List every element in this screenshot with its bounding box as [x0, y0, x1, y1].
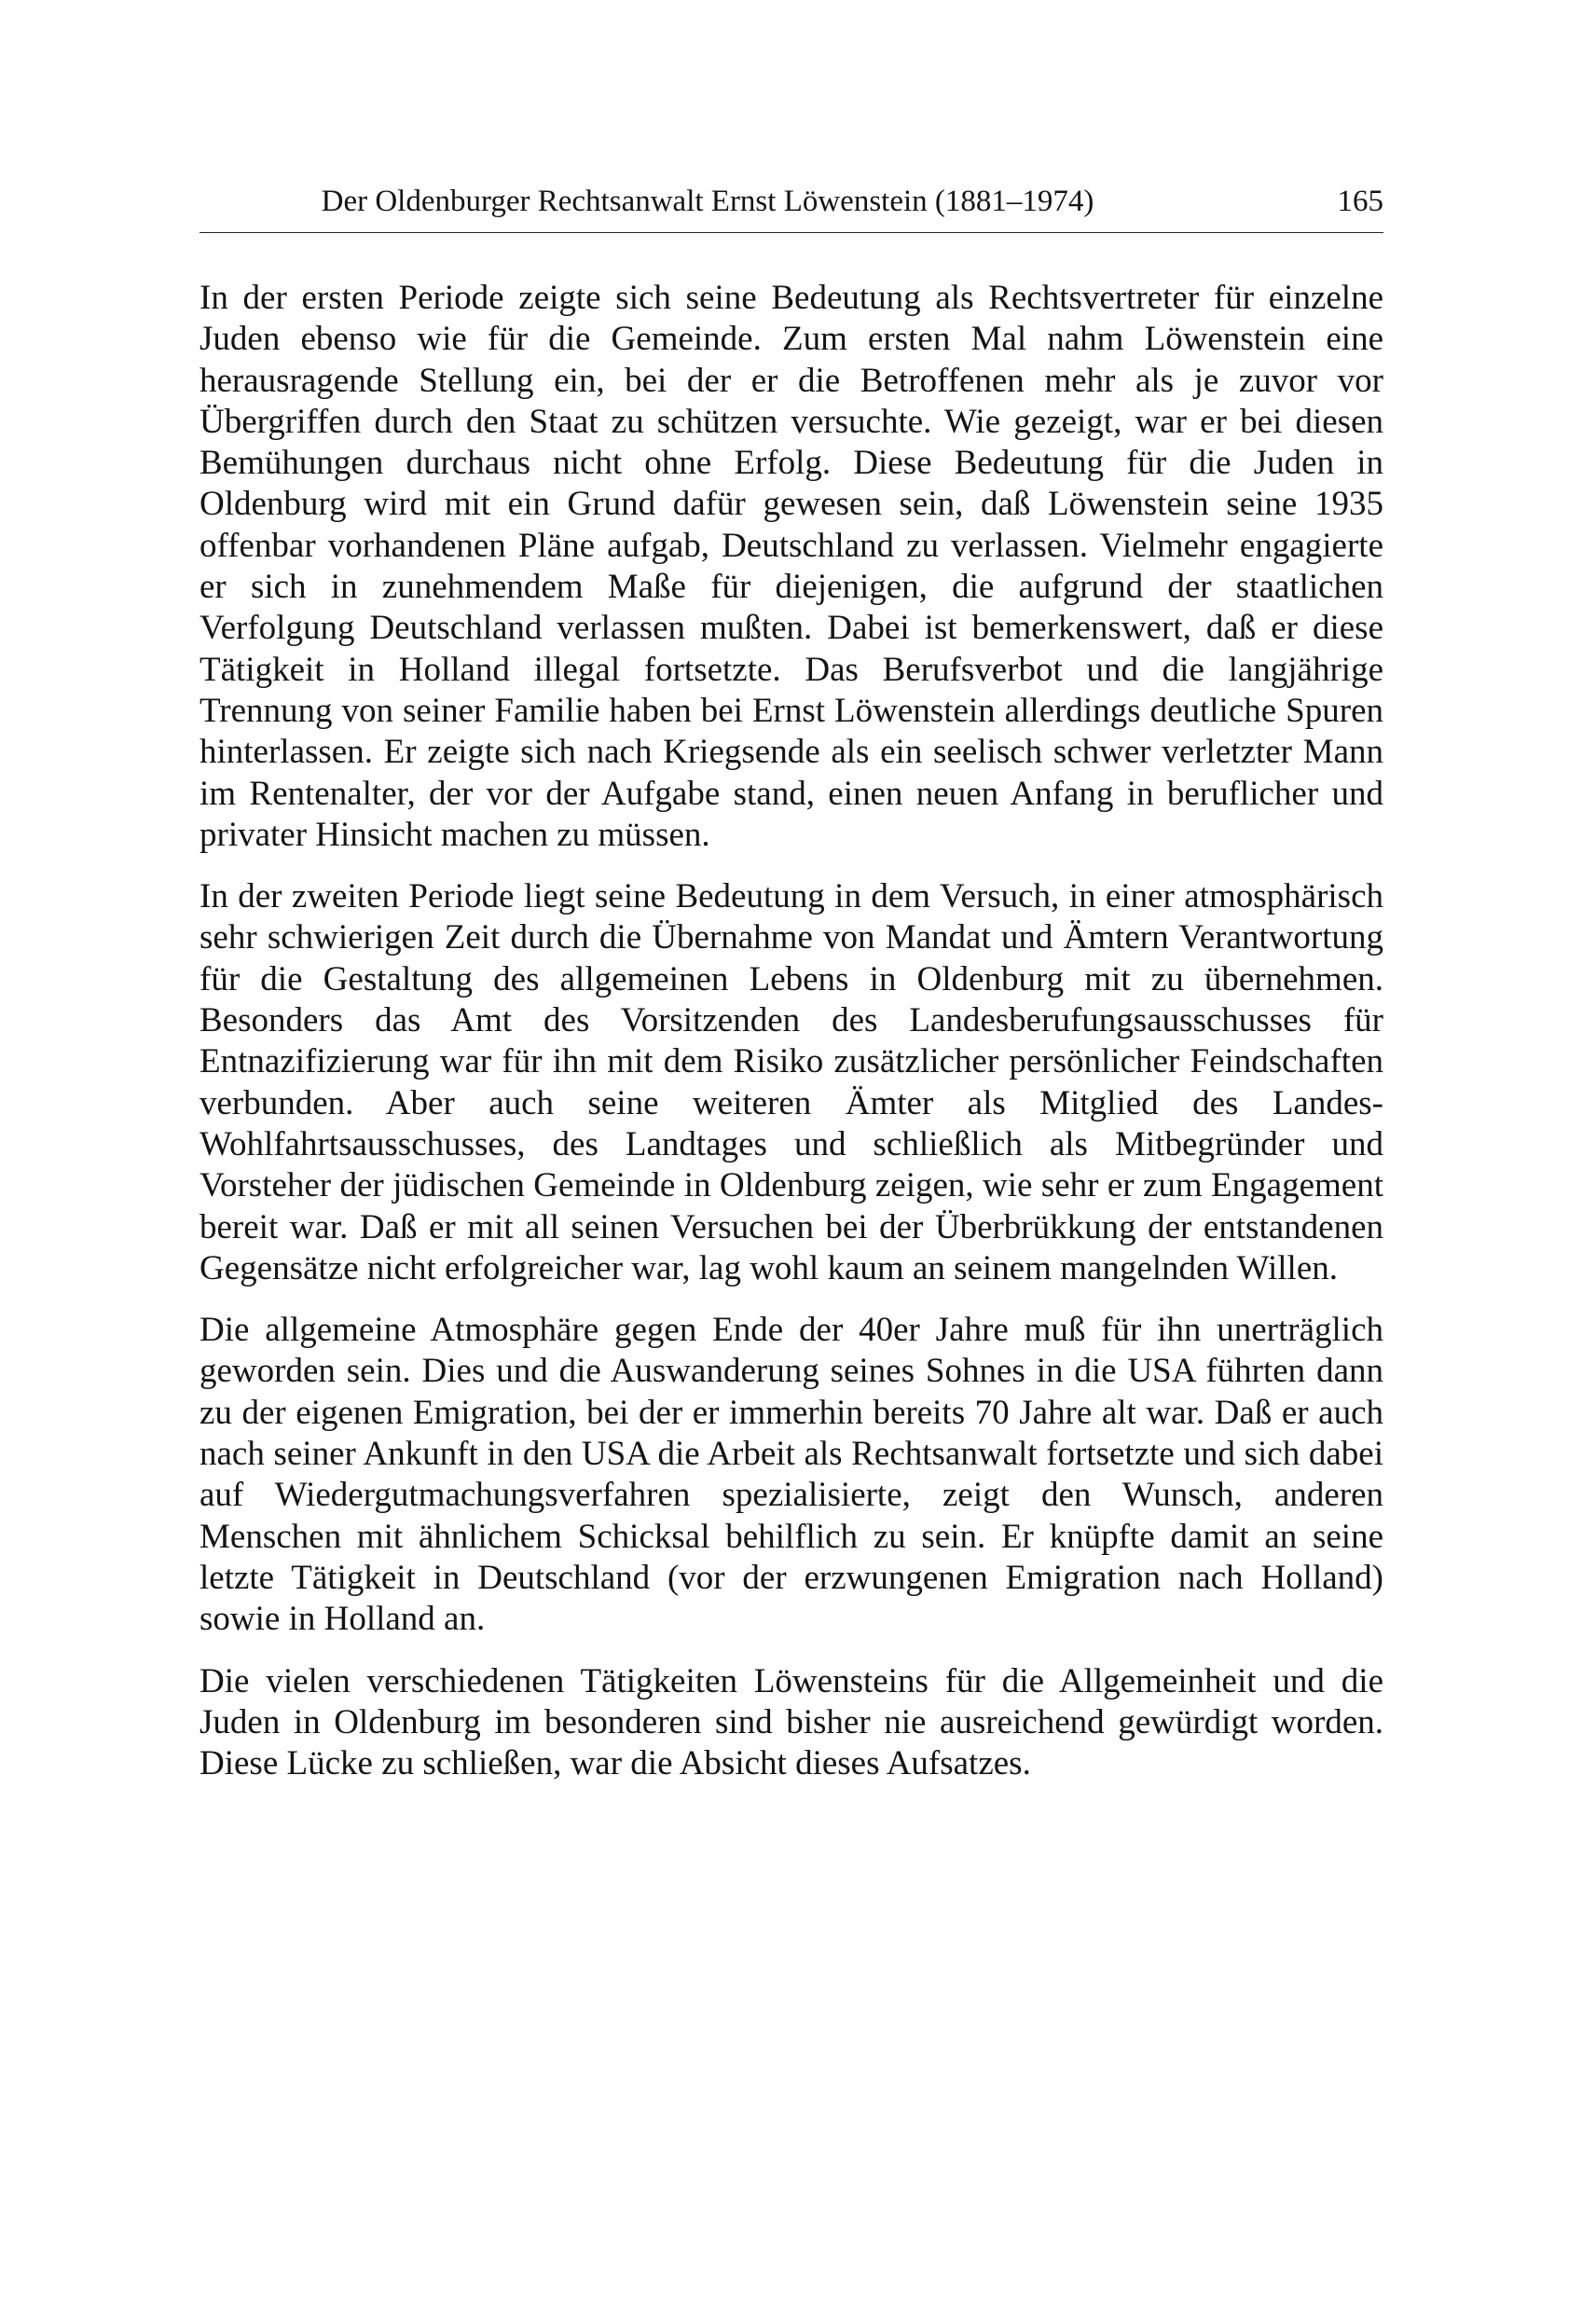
running-title: Der Oldenburger Rechtsanwalt Ernst Löwenstein (1881–1974) — [321, 185, 1094, 218]
running-head — [200, 177, 1383, 226]
paragraph-3: Die allgemeine Atmosphäre gegen Ende der 40er Jahre muß für ihn unerträglich geworden sein. Dies und die Auswanderung seines Sohnes in die USA führten dann zu der eigenen Emigration, bei der er immerhin bereits 70 Jahre alt war. Daß er auch nach seiner Ankunft in den USA die Arbeit als Rechtsanwalt fortsetzte und sich dabei auf Wiedergutmachungsverfahren spezialisierte, zeigt den Wunsch, anderen Menschen mit ähnlichem Schicksal behilflich zu sein. Er knüpfte damit an seine letzte Tätigkeit in Deutschland (vor der erzwungenen Emigration nach Holland) sowie in Holland an. — [200, 1311, 1383, 1639]
page-number: 165 — [1337, 185, 1383, 218]
paragraph-2: In der zweiten Periode liegt seine Bedeutung in dem Versuch, in einer atmosphärisch sehr schwierigen Zeit durch die Übernahme von Mandat und Ämtern Verantwortung für die Gestaltung des allgemeinen Lebens in Oldenburg mit zu übernehmen. Besonders das Amt des Vorsitzenden des Landesberufungsausschusses für Entnazifizierung war für ihn mit dem Risiko zusätzlicher persönlicher Feindschaften verbunden. Aber auch seine weiteren Ämter als Mitglied des Landes-Wohlfahrtsausschusses, des Landtages und schließlich als Mitbegründer und Vorsteher der jüdischen Gemeinde in Oldenburg zeigen, wie sehr er zum Engagement bereit war. Daß er mit all seinen Versuchen bei der Überbrükkung der entstandenen Gegensätze nicht erfolgreicher war, lag wohl kaum an seinem mangelnden Willen. — [200, 877, 1383, 1287]
body-text — [200, 278, 1383, 1805]
paragraph-1: In der ersten Periode zeigte sich seine Bedeutung als Rechtsvertreter für einzelne Juden ebenso wie für die Gemeinde. Zum ersten Mal nahm Löwenstein eine herausragende Stellung ein, bei der er die Betroffenen mehr als je zuvor vor Übergriffen durch den Staat zu schützen versuchte. Wie gezeigt, war er bei diesen Bemühungen durchaus nicht ohne Erfolg. Diese Bedeutung für die Juden in Oldenburg wird mit ein Grund dafür gewesen sein, daß Löwenstein seine 1935 offenbar vorhandenen Pläne aufgab, Deutschland zu verlassen. Vielmehr engagierte er sich in zunehmendem Maße für diejenigen, die aufgrund der staatlichen Verfolgung Deutschland verlassen mußten. Dabei ist bemerkenswert, daß er diese Tätigkeit in Holland illegal fortsetzte. Das Berufsverbot und die langjährige Trennung von seiner Familie haben bei Ernst Löwenstein allerdings deutliche Spuren hinterlassen. Er zeigte sich nach Kriegsende als ein seelisch schwer verletzter Mann im Rentenalter, der vor der Aufgabe stand, einen neuen Anfang in beruflicher und privater Hinsicht machen zu müssen. — [200, 279, 1383, 854]
paragraph-4: Die vielen verschiedenen Tätigkeiten Löwensteins für die Allgemeinheit und die Juden in Oldenburg im besonderen sind bisher nie ausreichend gewürdigt worden. Diese Lücke zu schließen, war die Absicht dieses Aufsatzes. — [200, 1661, 1383, 1783]
header-rule — [200, 232, 1383, 233]
